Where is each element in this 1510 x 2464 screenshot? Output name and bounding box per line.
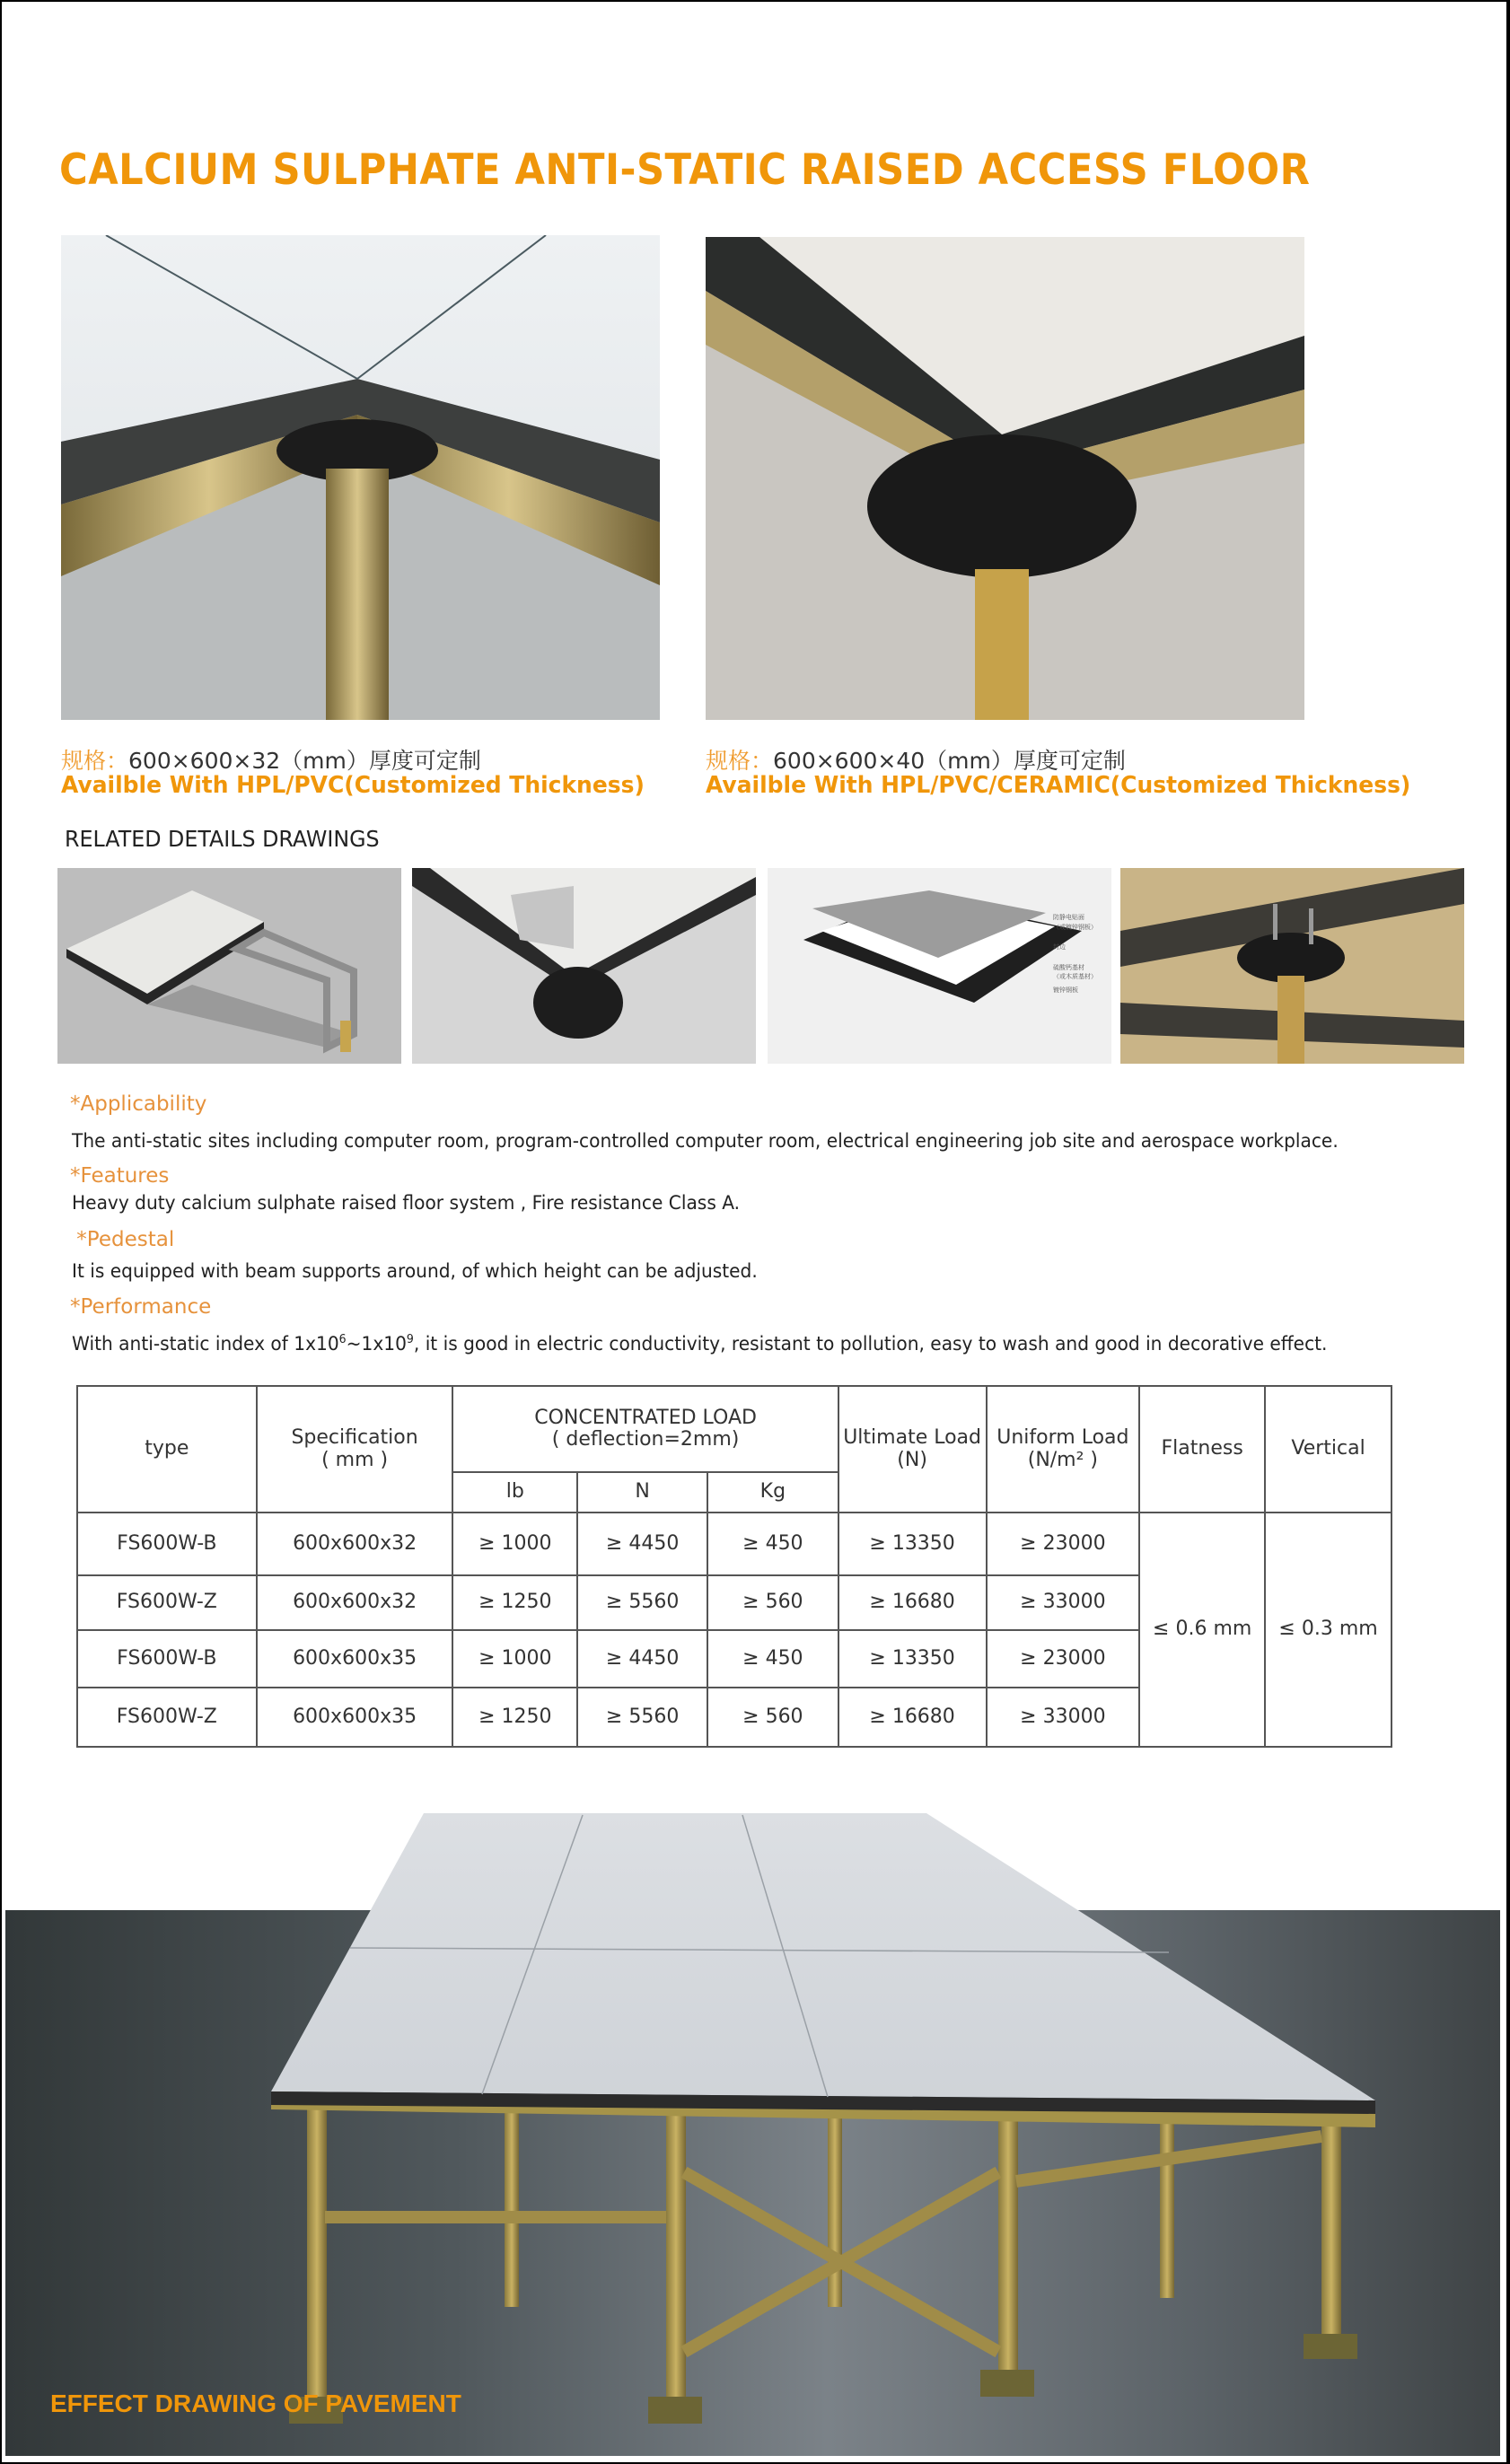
table-row: FS600W-Z 600x600x32 ≥ 1250 ≥ 5560 ≥ 560 ≥ 16680 ≥ 33000 [77,1575,1391,1630]
panel-layer-exploded-diagram [768,868,1111,1064]
product-2-availability: Availble With HPL/PVC/CERAMIC(Customized Thickness) [706,772,1411,799]
table-row: FS600W-Z 600x600x35 ≥ 1250 ≥ 5560 ≥ 560 ≥ 16680 ≥ 33000 [77,1688,1391,1747]
spec-value: 600×600×40（mm）厚度可定制 [773,748,1126,774]
header-concentrated-load: CONCENTRATED LOAD ( deflection=2mm) [452,1386,838,1472]
header-flatness: Flatness [1139,1386,1265,1513]
effect-drawing-caption: EFFECT DRAWING OF PAVEMENT [50,2389,461,2417]
pedestal-corner-photo-32mm [61,235,660,720]
related-drawings-heading: RELATED DETAILS DRAWINGS [65,826,380,852]
vertical-value: ≤ 0.3 mm [1265,1513,1391,1747]
pedestal-head-with-bolts [1120,868,1464,1064]
product-sheet [2,2,1506,2462]
header-lb: lb [452,1472,577,1513]
applicability-body: The anti-static sites including computer room, program-controlled computer room, electrical engineering job site and aerospace workplace. [72,1130,1339,1152]
page-title: CALCIUM SULPHATE ANTI-STATIC RAISED ACCESS FLOOR [59,145,1311,195]
pedestal-corner-photo-40mm [706,237,1304,720]
product-1-spec [61,743,481,776]
applicability-heading: *Applicability [70,1092,207,1116]
header-kg: Kg [707,1472,838,1513]
product-2-spec [706,743,1126,776]
spec-label: 规格： [706,748,774,774]
header-specification: Specification ( mm ) [257,1386,453,1513]
header-n: N [577,1472,707,1513]
pedestal-heading: *Pedestal [70,1228,175,1251]
header-uniform-load: Uniform Load (N/m² ) [987,1386,1140,1513]
features-heading: *Features [70,1164,170,1188]
table-row: FS600W-B 600x600x32 ≥ 1000 ≥ 4450 ≥ 450 ≥ 13350 ≥ 23000 ≤ 0.6 mm ≤ 0.3 mm [77,1513,1391,1575]
raised-floor-installation-render [271,1795,1384,2442]
features-body: Heavy duty calcium sulphate raised floor system , Fire resistance Class A. [72,1192,741,1214]
floor-panel-on-stringers-render [57,868,401,1064]
product-1-availability: Availble With HPL/PVC(Customized Thickness) [61,772,645,799]
pedestal-body: It is equipped with beam supports around, of which height can be adjusted. [72,1260,758,1282]
header-type: type [77,1386,257,1513]
specification-table [76,1385,1392,1748]
flatness-value: ≤ 0.6 mm [1139,1513,1265,1747]
table-row: FS600W-B 600x600x35 ≥ 1000 ≥ 4450 ≥ 450 ≥ 13350 ≥ 23000 [77,1630,1391,1688]
exploded-labels: 防静电贴面 （或镀锌钢板） 封边 硫酸钙基材 （或木质基材） 镀锌钢板 [1053,914,1097,994]
performance-heading: *Performance [70,1295,212,1319]
spec-label: 规格： [61,748,129,774]
header-vertical: Vertical [1265,1386,1391,1513]
header-ultimate-load: Ultimate Load (N) [838,1386,987,1513]
panel-corner-on-pedestal-head [412,868,756,1064]
performance-body: With anti-static index of $1x10^6\sim 1x10^9$, it is good in electric conductivity, resistant to pollution, easy to wash and good in decorative effect. [72,1333,1328,1355]
spec-value: 600×600×32（mm）厚度可定制 [128,748,481,774]
